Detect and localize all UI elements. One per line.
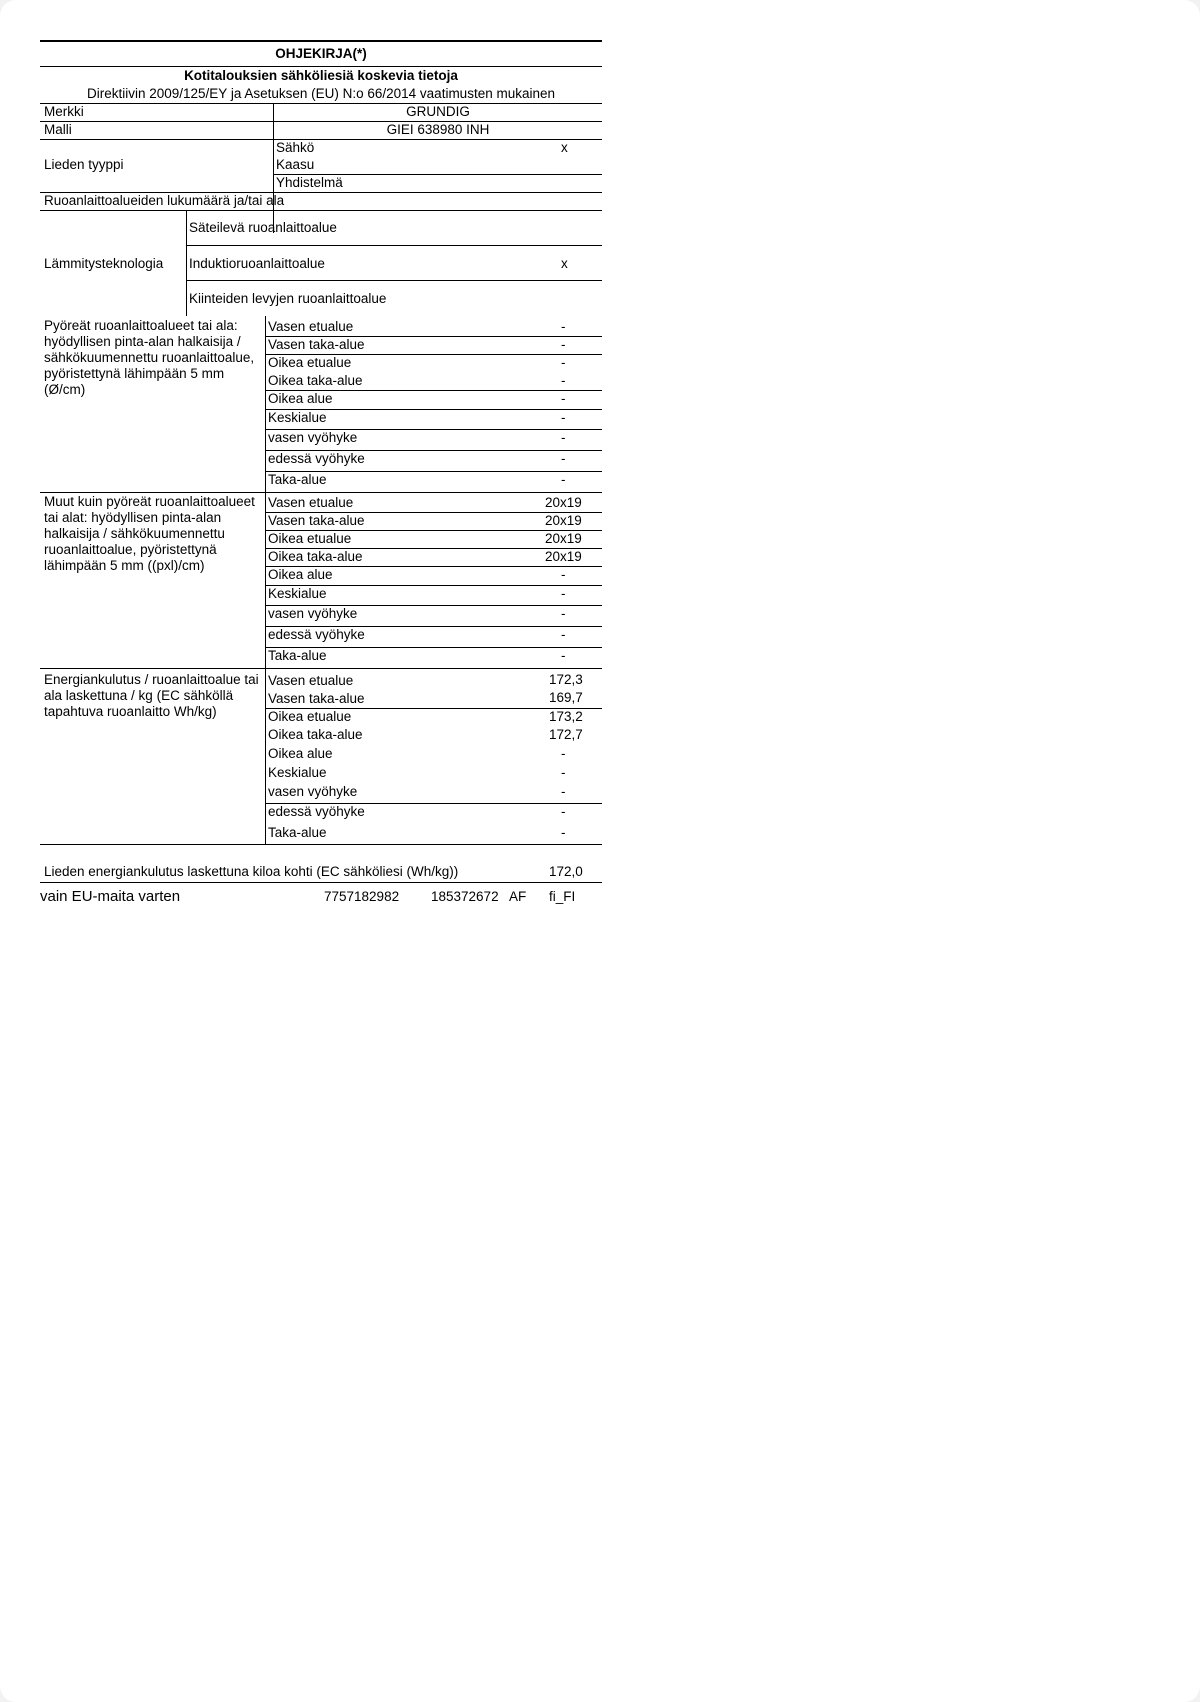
divider bbox=[186, 280, 602, 281]
table-row: Oikea alue bbox=[268, 391, 333, 406]
table-row: Oikea taka-alue bbox=[268, 373, 363, 388]
table-cell-value: - bbox=[561, 765, 566, 780]
table-row: Vasen etualue bbox=[268, 495, 354, 510]
table-row: edessä vyöhyke bbox=[268, 804, 365, 819]
table-row: Oikea taka-alue bbox=[268, 549, 363, 564]
heating-induction-mark: x bbox=[561, 256, 568, 271]
document-subtitle: Kotitalouksien sähköliesiä koskevia tietoja bbox=[184, 68, 458, 83]
brand-label: Merkki bbox=[44, 104, 84, 119]
divider bbox=[40, 844, 602, 845]
footer-code: 7757182982 bbox=[324, 889, 400, 904]
table-cell-value: 173,2 bbox=[549, 709, 583, 724]
energy-per-zone-label: Energiankulutus / ruoanlaittoalue tai ala laskettuna / kg (EC sähköllä tapahtuva ruoanlaitto Wh/kg) bbox=[44, 672, 259, 719]
divider bbox=[186, 245, 602, 246]
document-title: OHJEKIRJA(*) bbox=[275, 46, 367, 61]
table-cell-value: - bbox=[561, 648, 566, 663]
table-cell-value: - bbox=[561, 627, 566, 642]
table-row: Oikea alue bbox=[268, 746, 333, 761]
table-row: Vasen taka-alue bbox=[268, 337, 365, 352]
footer-code: 185372672 bbox=[431, 889, 499, 904]
hob-type-electric-mark: x bbox=[561, 140, 568, 155]
table-cell-value: - bbox=[561, 355, 566, 370]
table-row: vasen vyöhyke bbox=[268, 430, 358, 445]
brand-value: GRUNDIG bbox=[406, 104, 470, 119]
footer-locale: fi_FI bbox=[549, 889, 576, 904]
table-row: Oikea etualue bbox=[268, 709, 352, 724]
heating-radiant: Säteilevä ruoanlaittoalue bbox=[189, 220, 337, 235]
heating-induction: Induktioruoanlaittoalue bbox=[189, 256, 325, 271]
hob-type-label: Lieden tyyppi bbox=[44, 157, 124, 172]
noncircular-zones-label: Muut kuin pyöreät ruoanlaittoalueet tai alat: hyödyllisen pinta-alan halkaisija / sähkökuumennettu ruoanlaittoalue, pyöristettynä lähimpään 5 mm ((pxl)/cm) bbox=[44, 494, 255, 573]
table-cell-value: - bbox=[561, 319, 566, 334]
hob-type-mixed: Yhdistelmä bbox=[276, 175, 343, 190]
table-cell-value: 20x19 bbox=[545, 549, 582, 564]
table-row: edessä vyöhyke bbox=[268, 451, 365, 466]
table-cell-value: 20x19 bbox=[545, 495, 582, 510]
divider bbox=[40, 882, 602, 883]
hob-type-electric: Sähkö bbox=[276, 140, 315, 155]
table-cell-value: 169,7 bbox=[549, 690, 583, 705]
table-cell-value: 172,3 bbox=[549, 672, 583, 687]
table-cell-value: - bbox=[561, 430, 566, 445]
column-divider bbox=[265, 316, 266, 844]
table-row: Vasen etualue bbox=[268, 673, 354, 688]
table-row: Oikea taka-alue bbox=[268, 727, 363, 742]
footer-note: vain EU-maita varten bbox=[40, 888, 181, 905]
model-label: Malli bbox=[44, 122, 72, 137]
table-cell-value: - bbox=[561, 391, 566, 406]
table-cell-value: - bbox=[561, 804, 566, 819]
hob-type-gas: Kaasu bbox=[276, 157, 315, 172]
table-row: vasen vyöhyke bbox=[268, 606, 358, 621]
table-row: edessä vyöhyke bbox=[268, 627, 365, 642]
table-cell-value: 20x19 bbox=[545, 531, 582, 546]
table-row: Taka-alue bbox=[268, 825, 327, 840]
directive-text: Direktiivin 2009/125/EY ja Asetuksen (EU) N:o 66/2014 vaatimusten mukainen bbox=[86, 86, 555, 101]
divider bbox=[40, 139, 602, 140]
heating-tech-label: Lämmitysteknologia bbox=[44, 256, 164, 271]
table-row: Keskialue bbox=[268, 586, 327, 601]
table-cell-value: - bbox=[561, 567, 566, 582]
table-row: Oikea alue bbox=[268, 567, 333, 582]
column-divider bbox=[186, 210, 187, 316]
table-top-border bbox=[40, 40, 602, 42]
total-energy-label: Lieden energiankulutus laskettuna kiloa kohti (EC sähköliesi (Wh/kg)) bbox=[44, 864, 459, 879]
divider bbox=[40, 210, 602, 211]
heating-solid-plate: Kiinteiden levyjen ruoanlaittoalue bbox=[189, 291, 387, 306]
table-cell-value: - bbox=[561, 784, 566, 799]
table-cell-value: - bbox=[561, 451, 566, 466]
table-row: Vasen etualue bbox=[268, 319, 354, 334]
divider bbox=[40, 492, 602, 493]
table-cell-value: - bbox=[561, 337, 566, 352]
table-cell-value: - bbox=[561, 746, 566, 761]
table-row: Oikea etualue bbox=[268, 531, 352, 546]
table-row: Taka-alue bbox=[268, 472, 327, 487]
divider bbox=[40, 66, 602, 67]
table-cell-value: 172,7 bbox=[549, 727, 583, 742]
zones-count-label: Ruoanlaittoalueiden lukumäärä ja/tai ala bbox=[44, 193, 285, 208]
table-row: Vasen taka-alue bbox=[268, 691, 365, 706]
footer-code: AF bbox=[509, 889, 527, 904]
table-cell-value: 20x19 bbox=[545, 513, 582, 528]
table-row: Taka-alue bbox=[268, 648, 327, 663]
table-cell-value: - bbox=[561, 373, 566, 388]
total-energy-value: 172,0 bbox=[549, 864, 583, 879]
table-cell-value: - bbox=[561, 825, 566, 840]
table-cell-value: - bbox=[561, 606, 566, 621]
table-row: Vasen taka-alue bbox=[268, 513, 365, 528]
model-value: GIEI 638980 INH bbox=[386, 122, 490, 137]
table-row: vasen vyöhyke bbox=[268, 784, 358, 799]
table-row: Keskialue bbox=[268, 765, 327, 780]
circular-zones-label: Pyöreät ruoanlaittoalueet tai ala: hyödyllisen pinta-alan halkaisija / sähkökuumennettu ruoanlaittoalue, pyöristettynä lähimpään 5 mm (Ø/cm) bbox=[44, 318, 255, 397]
table-row: Oikea etualue bbox=[268, 355, 352, 370]
table-cell-value: - bbox=[561, 410, 566, 425]
table-cell-value: - bbox=[561, 472, 566, 487]
table-cell-value: - bbox=[561, 586, 566, 601]
divider bbox=[40, 668, 602, 669]
table-row: Keskialue bbox=[268, 410, 327, 425]
